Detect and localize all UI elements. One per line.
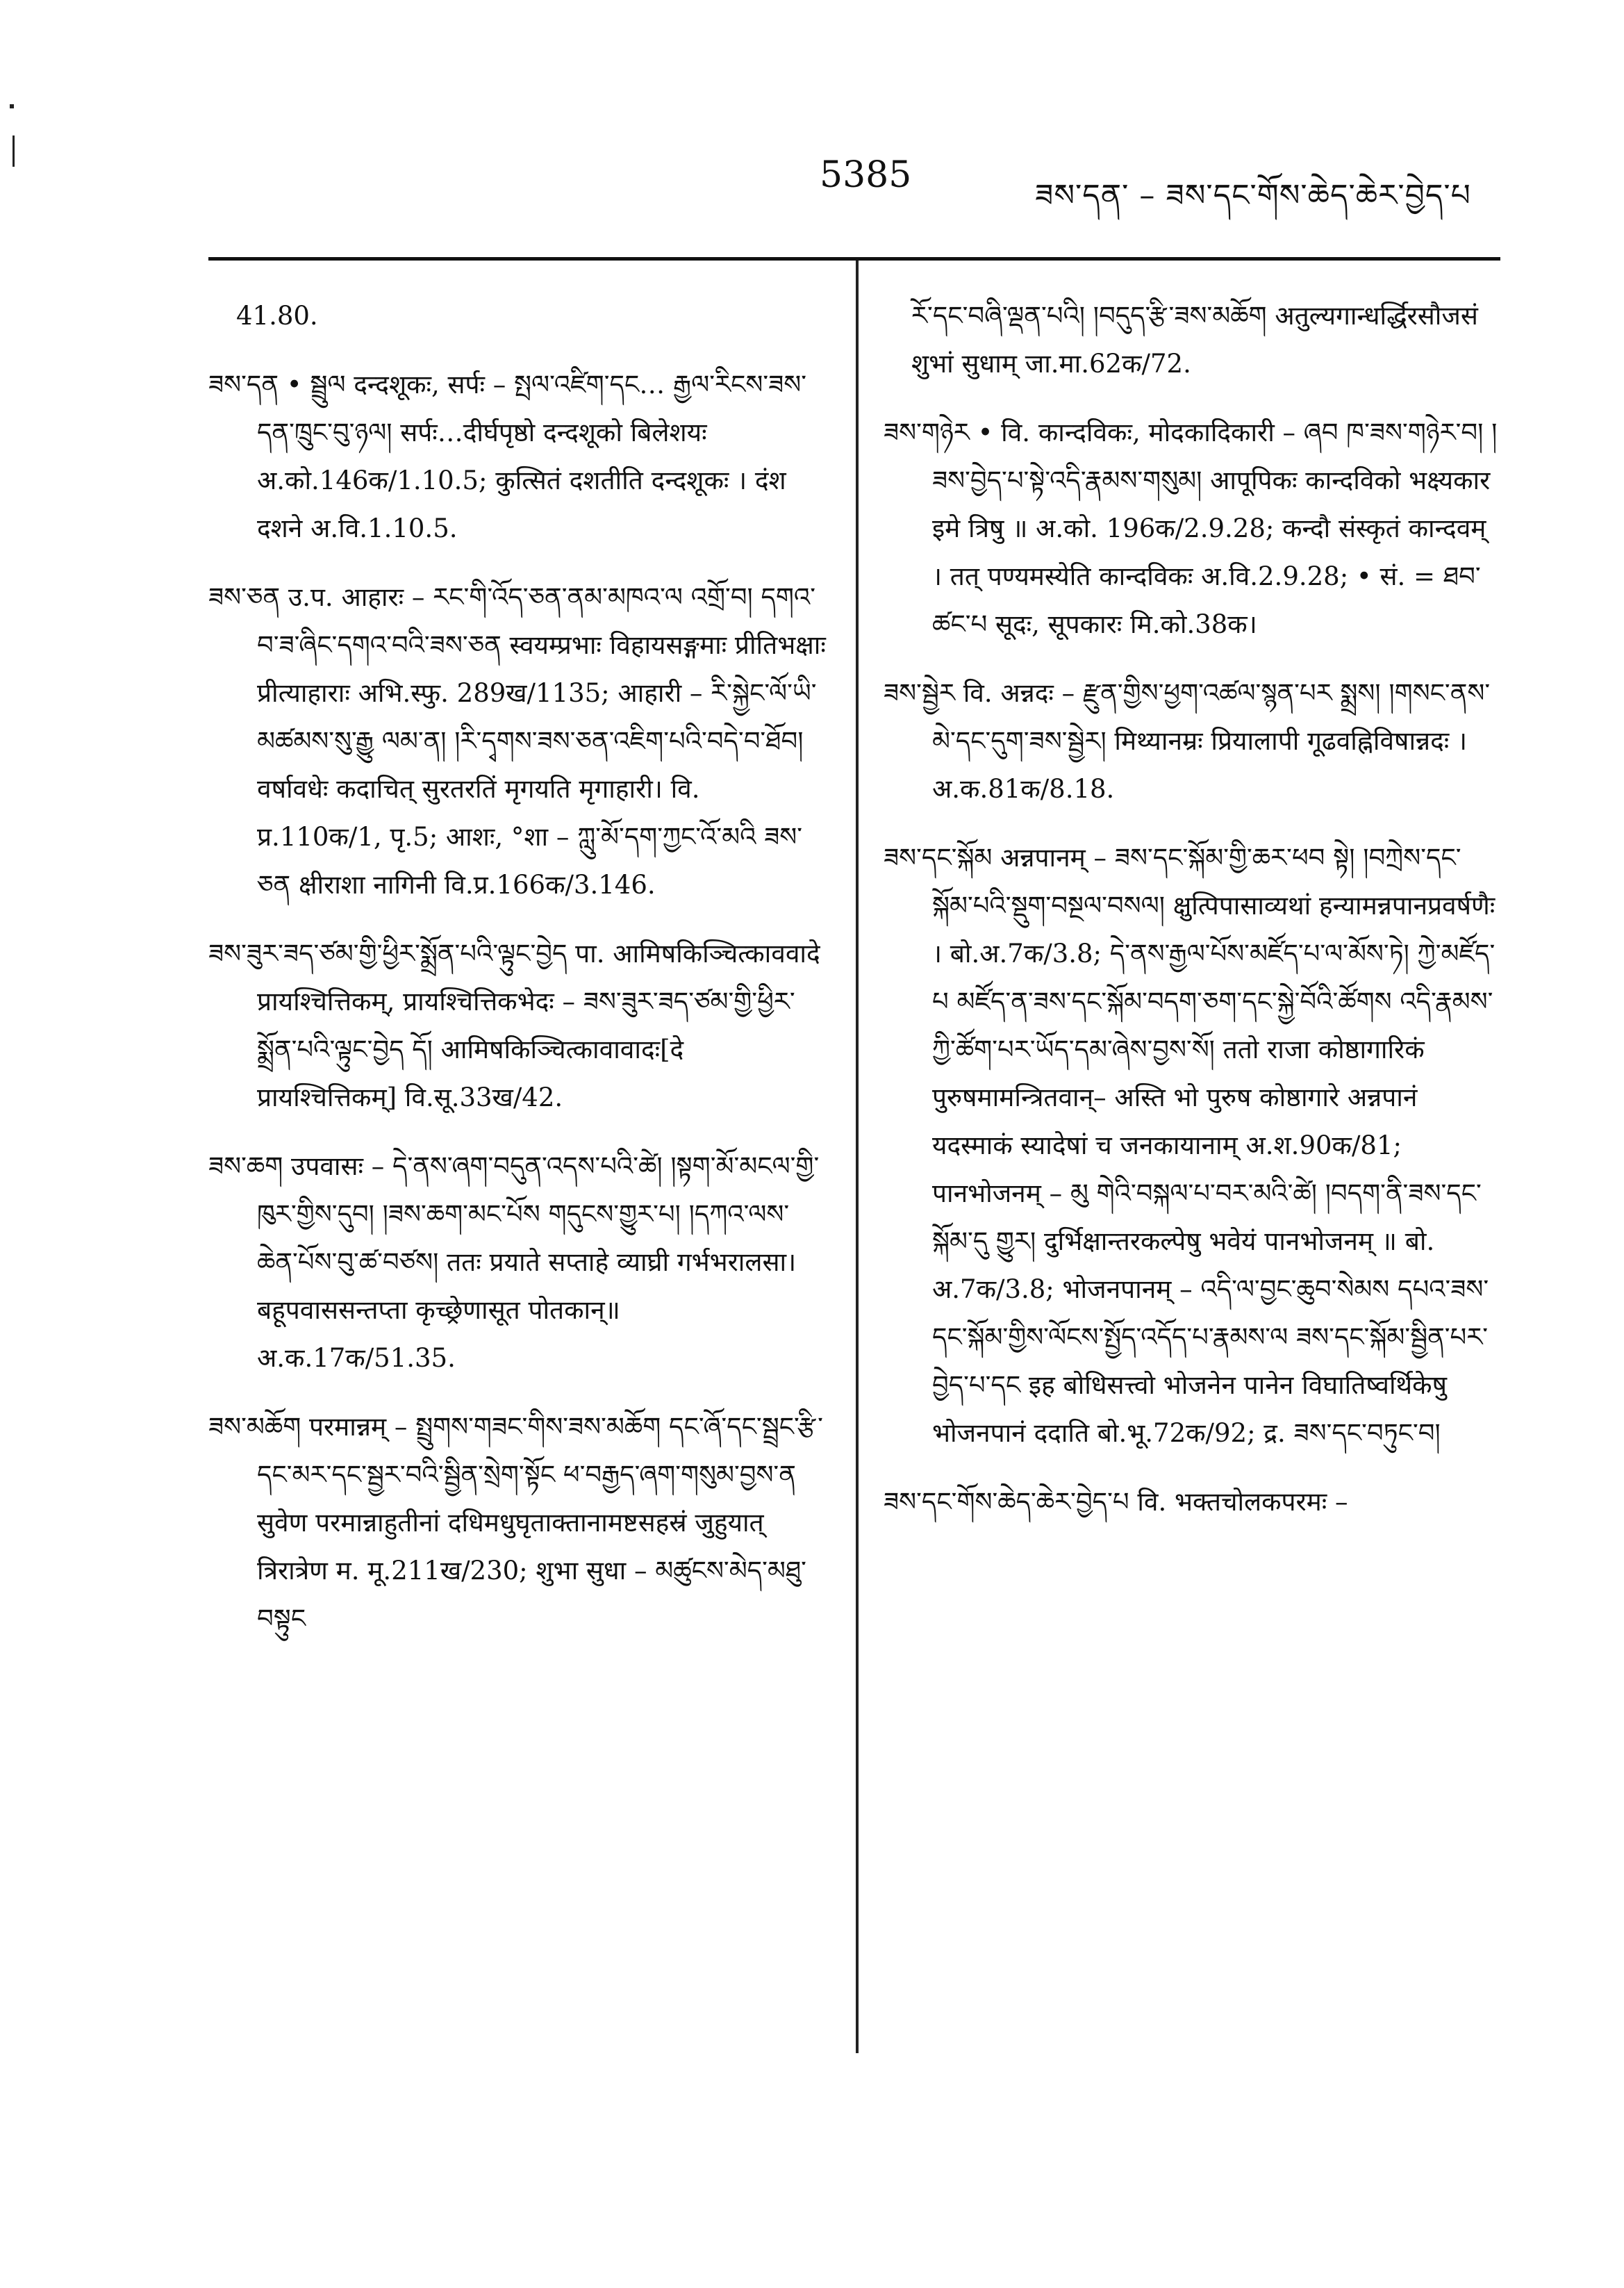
right-continuation: རོ་དང་བཞི་ལྡན་པའི། །བདུད་རྩི་ཟས་མཆོག अतुल्यगान्धर्द्धिरसौजसं शुभां सुधाम् जा.मा.62क/72. xyxy=(911,301,1478,379)
dictionary-entry xyxy=(208,930,827,1121)
header-guide-words: ཟས་དན་ – ཟས་དང་གོས་ཆེད་ཆེར་བྱེད་པ xyxy=(1035,178,1471,213)
entry-text: ཟས་དན • སྦྲུལ दन्दशूकः, सर्पः – སྤལ་འཛིག་དང… རྒྱལ་རིངས་ཟས་དན་ཁྲུང་བུ་ཉལ། सर्पः…दीर्घपृष्ठो दन्दशूको बिलेशयः अ.को.146क/1.10.5; कुत्सितं दशतीति दन्दशूकः । दंश दशने अ.वि.1.10.5. xyxy=(208,370,807,543)
dictionary-entry xyxy=(208,1403,827,1643)
dictionary-entry xyxy=(884,834,1502,1457)
margin-mark xyxy=(10,104,14,108)
entry-text: ཟས་ཟུར་ཟད་ཙམ་གྱི་ཕྱིར་སྨྲོན་པའི་ལྟུང་བྱེད पा. आमिषकिञ्चित्काववादे प्रायश्चित्तिकम्, प्रायश्चित्तिकभेदः – ཟས་ཟུར་ཟད་ཙམ་གྱི་ཕྱིར་སྨྲོན་པའི་ལྟུང་བྱེད དོ། आमिषकिञ्चित्कावावादः[दे प्रायश्चित्तिकम्] वि.सू.33ख/42. xyxy=(208,939,820,1112)
dictionary-entry xyxy=(208,1142,827,1382)
entry-text: ཟས་མཆོག परमान्नम् – སྤྲུགས་གཟང་གིས་ཟས་མཆོག དང་ཞོ་དང་སྦྲང་རྩི་དང་མར་དང་སྦྱར་བའི་སྦྱིན་སྲེག་སྟོང ཕ་བརྒྱད་ཞག་གསུམ་བྱས་ན सुवेण परमान्नाहुतीनां दधिमधुघृताक्तानामष्टसहस्रं जुहुयात् त्रिरात्रेण म. मू.211ख/230; शुभा सुधा – མཚུངས་མེད་མཐུ་བསྟུང xyxy=(208,1412,823,1633)
page-number: 5385 xyxy=(820,154,912,196)
right-column xyxy=(884,292,1502,1547)
entry-text: ཟས་སྦྱེར वि. अन्नदः – རྫུན་གྱིས་ཕྱག་འཚལ་སྙན་པར སྨྲས། །གསང་ནས་མེ་དང་དུག་ཟས་སྦྱེར། मिथ्यानम्रः प्रियालापी गूढवह्निविषान्नदः । अ.क.81क/8.18. xyxy=(884,678,1491,804)
margin-mark xyxy=(13,135,15,167)
header-rule xyxy=(208,257,1500,261)
left-column xyxy=(208,292,827,1663)
dictionary-entry xyxy=(884,1478,1502,1526)
entry-text: ཟས་ཅན उ.प. आहारः – རང་གི་འོད་ཅན་ནམ་མཁའ་ལ འགྲོ་བ། དགའ་བ་ཟ་ཞིང་དགའ་བའི་ཟས་ཅན स्वयम्प्रभाः विहायसङ्गमाः प्रीतिभक्षाः प्रीत्याहाराः अभि.स्फु. 289ख/1135; आहारी – རི་སྐྱེང་ལོ་ཡི་མཚམས་སུ་རྒྱུ ལམ་ན། །རི་དྭགས་ཟས་ཅན་འཇིག་པའི་བདེ་བ་ཐོབ། वर्षावधेः कदाचित् सुरतरतिं मृगयति मृगाहारी। वि. प्र.110क/1, पृ.5; आशः, °शा – ཀླུ་མོ་དག་ཀྱང་འོ་མའི ཟས་ཅན क्षीराशा नागिनी वि.प्र.166क/3.146. xyxy=(208,582,826,900)
dictionary-entry xyxy=(208,361,827,552)
left-continuation: 41.80. xyxy=(236,301,318,331)
column-divider xyxy=(856,261,859,2053)
dictionary-entry xyxy=(884,409,1502,648)
entry-text: ཟས་གཉེར • वि. कान्दविकः, मोदकादिकारी – ཞབ ཁ་ཟས་གཉེར་བ། །ཟས་བྱེད་པ་སྟེ་འདི་རྣམས་གསུམ། आपूपिकः कान्दविको भक्ष्यकार इमे त्रिषु ॥ अ.को. 196क/2.9.28; कन्दौ संस्कृतं कान्दवम् । तत् पण्यमस्येति कान्दविकः अ.वि.2.9.28; • सं. = ཐབ་ཚང་པ सूदः, सूपकारः मि.को.38क। xyxy=(884,418,1498,639)
entry-text: ཟས་ཆག उपवासः – དེ་ནས་ཞག་བདུན་འདས་པའི་ཚེ། །སྟག་མོ་མངལ་གྱི་ཁུར་གྱིས་དུབ། །ཟས་ཆག་མང་པོས གདུངས་གྱུར་པ། །དཀའ་ལས་ཆེན་པོས་བུ་ཚ་བཙས། ततः प्रयाते सप्ताहे व्याघ्री गर्भभरालसा। बहूपवाससन्तप्ता कृच्छ्रेणासूत पोतकान्॥ अ.क.17क/51.35. xyxy=(208,1151,820,1373)
dictionary-entry xyxy=(208,573,827,909)
dictionary-entry xyxy=(884,669,1502,813)
entry-text: ཟས་དང་གོས་ཆེད་ཆེར་བྱེད་པ वि. भक्तचोलकपरमः – xyxy=(884,1487,1348,1517)
entry-text: ཟས་དང་སྐོམ अन्नपानम् – ཟས་དང་སྐོམ་གྱི་ཆར་ཕབ སྟེ། །བཀྲེས་དང་སྐོམ་པའི་སྡུག་བསྔལ་བསལ། क्षुत्पिपासाव्यथां हन्यामन्नपानप्रवर्षणैः । बो.अ.7क/3.8; དེ་ནས་རྒྱལ་པོས་མཛོད་པ་ལ་མོས་ཏེ། ཀྱེ་མཛོད་པ མཛོད་ན་ཟས་དང་སྐོམ་བདག་ཅག་དང་སྐྱེ་བོའི་ཚོགས འདི་རྣམས་ཀྱི་ཚོག་པར་ཡོད་དམ་ཞེས་བྱས་སོ། ततो राजा कोष्ठागारिकं पुरुषमामन्त्रितवान्– अस्ति भो पुरुष कोष्ठागारे अन्नपानं यदस्माकं स्यादेषां च जनकायानाम् अ.श.90क/81; पानभोजनम् – མུ གེའི་བསྐལ་པ་བར་མའི་ཚེ། །བདག་ནི་ཟས་དང་སྐོམ་དུ གྱུར། दुर्भिक्षान्तरकल्पेषु भवेयं पानभोजनम् ॥ बो. अ.7क/3.8; भोजनपानम् – འདི་ལ་བྱང་ཆུབ་སེམས དཔའ་ཟས་དང་སྐོམ་གྱིས་ལོངས་སྤྱོད་འདོད་པ་རྣམས་ལ ཟས་དང་སྐོམ་སྦྱིན་པར་བྱེད་པ་དང इह बोधिसत्त्वो भोजनेन पानेन विघातिष्वर्थिकेषु भोजनपानं ददाति बो.भू.72क/92; द्र. ཟས་དང་བཏུང་བ། xyxy=(884,843,1495,1448)
